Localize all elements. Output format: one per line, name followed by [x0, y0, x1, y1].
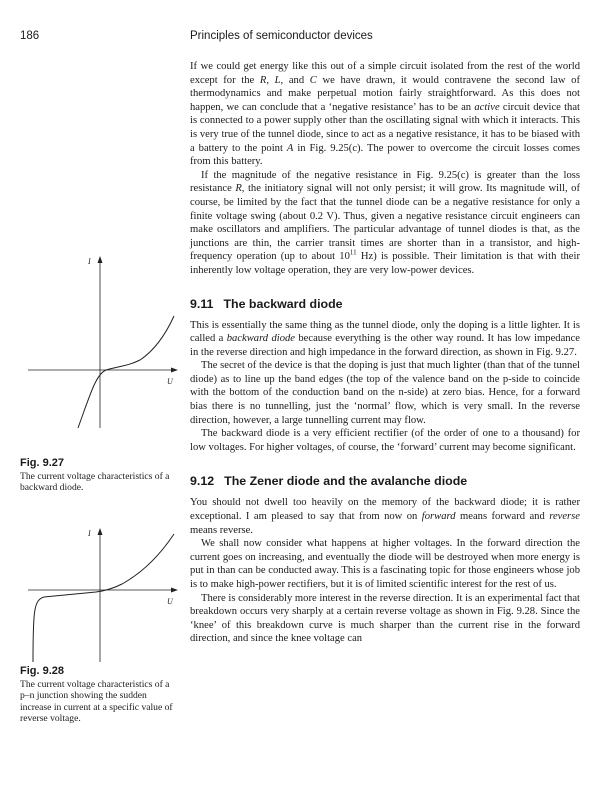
paragraph-7: We shall now consider what happens at higher voltages. In the forward direction the current goes on increasing, and eventually the diode will be destroyed when more energy is put in than can be conducted away. This is a fascinating topic for those engineers whose job is to make high-power rectifiers, but it is of limited scientific interest for the rest of us.	[190, 538, 580, 590]
fig-9-28-y-arrow	[98, 528, 103, 535]
paragraph-1: If we could get energy like this out of a simple circuit isolated from the rest of the world except for the R, L, and C we have drawn, it would contravene the second law of thermodynamics and make perpetual motion fairly straightforward. As this does not happen, we can conclude that a ‘negative resistance’ has to be an active circuit device that is connected to a power supply other than the oscillating signal with which it interacts. This is very true of the tunnel diode, since to act as a negative resistance, it has to be biased with a battery to the point A in Fig. 9.25(c). The power to overcome the circuit losses comes from this battery.	[190, 61, 581, 168]
fig-9-28-curve	[33, 534, 174, 662]
fig-9-27-axis-y-label: I	[88, 257, 91, 266]
figure-9-28-caption-text: The current voltage characteristics of a p–n junction showing the sudden increase in current at a specific value of reverse voltage.	[20, 678, 173, 725]
paragraph-4: The secret of the device is that the doping is just that much lighter (than that of the tunnel diode) as to line up the band edges (the top of the valence band on the p-side to coincide with the bottom of the conduction band on the n-side) at zero bias. Hence, for a forward bias there is no tunnelling, just the ‘normal’ flow, which is very small. In the reverse direction, however, a large tunnelling current may flow.	[190, 360, 580, 426]
paragraph-6: You should not dwell too heavily on the memory of the backward diode; it is rather exceptional. I am pleased to say that from now on forward means forward and reverse means reverse.	[190, 497, 581, 536]
figure-9-27-caption-text: The current voltage characteristics of a backward diode.	[20, 470, 170, 494]
page-number: 186	[20, 30, 40, 42]
paragraph-2: If the magnitude of the negative resistance in Fig. 9.25(c) is greater than the loss resistance R, the initiatory signal will not only persist; it will grow. Its magnitude will, of course, be limited by the fact that the tunnel diode can be a negative resistance for only a finite voltage swing (about 0.2 V). Thus, given a negative resistance circuit engineers can make oscillators and amplifiers. The particular advantage of tunnel diodes is that, as the junctions are thin, the carrier transit times are shorter than in a transistor, and high-frequency operation (up to about $10^{11}$ Hz) is possible. Their limitation is that with their inherently low voltage operation, they are very low-power devices.	[190, 169, 580, 276]
figure-9-28-label: Fig. 9.28	[20, 665, 65, 677]
fig-9-27-x-arrow	[171, 368, 178, 373]
fig-9-28-axis-x-label: U	[167, 597, 173, 606]
paragraph-8: There is considerably more interest in the reverse direction. It is an experimental fact that breakdown occurs very sharply at a certain reverse voltage as shown in Fig. 9.28. Since the ‘knee’ of this breakdown curve is much sharper than the current rise in the forward direction, and since the knee voltage can	[190, 592, 580, 645]
figure-9-27-caption	[20, 458, 180, 494]
running-head: Principles of semiconductor devices	[190, 30, 373, 42]
fig-9-27-curve	[78, 316, 174, 428]
fig-9-27-y-arrow	[98, 256, 103, 263]
main-text-column	[190, 60, 580, 646]
figure-9-27	[18, 250, 183, 440]
fig-9-28-x-arrow	[171, 588, 178, 593]
paragraph-3: This is essentially the same thing as the tunnel diode, only the doping is a little lighter. It is called a backward diode because everything is the other way round. It has low impedance in the reverse direction and high impedance in the forward direction, as shown in Fig. 9.27.	[190, 319, 580, 358]
paragraph-5: The backward diode is a very efficient rectifier (of the order of one to a thousand) for low voltages. For higher voltages, of course, the ‘forward’ current may become significant.	[190, 428, 580, 453]
fig-9-28-axis-y-label: I	[88, 529, 91, 538]
section-heading-9-11: 9.11 The backward diode	[190, 296, 343, 311]
figure-9-27-label: Fig. 9.27	[20, 457, 65, 469]
figure-9-28	[18, 520, 183, 675]
section-heading-9-12: 9.12 The Zener diode and the avalanche diode	[190, 474, 468, 489]
figure-9-28-caption	[20, 666, 180, 725]
fig-9-27-axis-x-label: U	[167, 377, 173, 386]
